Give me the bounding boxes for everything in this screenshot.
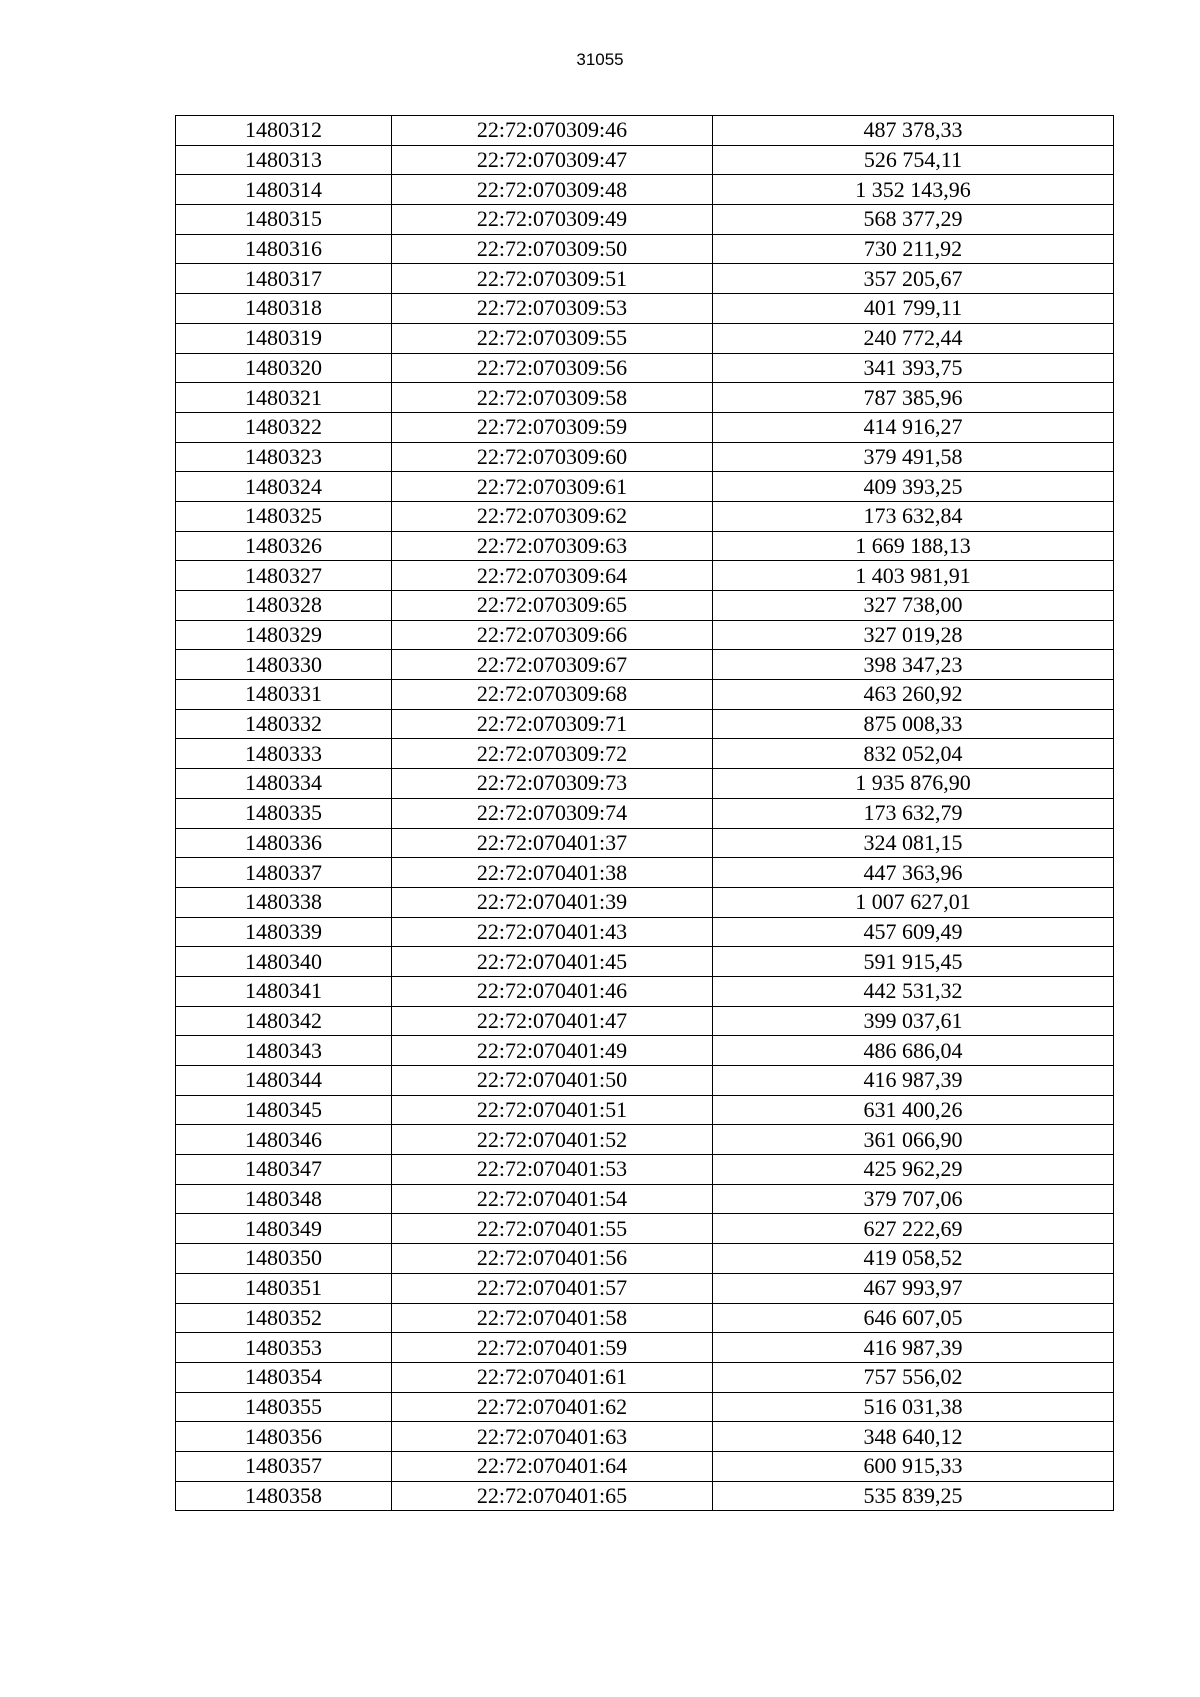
table-row: [176, 976, 1114, 1006]
value-cell: 327 738,00: [713, 591, 1114, 621]
cadastral-number-cell: 22:72:070401:52: [392, 1125, 713, 1155]
cadastral-number-cell: 22:72:070401:47: [392, 1006, 713, 1036]
table-row: [176, 798, 1114, 828]
table-row: [176, 1006, 1114, 1036]
table-row: [176, 1155, 1114, 1185]
table-row: [176, 294, 1114, 324]
table-row: [176, 1333, 1114, 1363]
cadastral-number-cell: 22:72:070309:66: [392, 620, 713, 650]
value-cell: 631 400,26: [713, 1095, 1114, 1125]
value-cell: 442 531,32: [713, 976, 1114, 1006]
row-id-cell: 1480325: [176, 501, 392, 531]
table-row: [176, 1125, 1114, 1155]
value-cell: 463 260,92: [713, 680, 1114, 710]
table-row: [176, 323, 1114, 353]
table-row: [176, 947, 1114, 977]
table-row: [176, 1362, 1114, 1392]
value-cell: 447 363,96: [713, 858, 1114, 888]
row-id-cell: 1480348: [176, 1184, 392, 1214]
row-id-cell: 1480339: [176, 917, 392, 947]
cadastral-number-cell: 22:72:070401:63: [392, 1422, 713, 1452]
value-cell: 730 211,92: [713, 234, 1114, 264]
cadastral-number-cell: 22:72:070401:65: [392, 1481, 713, 1511]
row-id-cell: 1480333: [176, 739, 392, 769]
value-cell: 1 403 981,91: [713, 561, 1114, 591]
row-id-cell: 1480323: [176, 442, 392, 472]
row-id-cell: 1480355: [176, 1392, 392, 1422]
cadastral-number-cell: 22:72:070309:64: [392, 561, 713, 591]
row-id-cell: 1480352: [176, 1303, 392, 1333]
row-id-cell: 1480345: [176, 1095, 392, 1125]
value-cell: 591 915,45: [713, 947, 1114, 977]
value-cell: 646 607,05: [713, 1303, 1114, 1333]
table-row: [176, 1273, 1114, 1303]
table-row: [176, 887, 1114, 917]
cadastral-number-cell: 22:72:070401:64: [392, 1451, 713, 1481]
cadastral-number-cell: 22:72:070401:37: [392, 828, 713, 858]
value-cell: 627 222,69: [713, 1214, 1114, 1244]
table-row: [176, 116, 1114, 146]
value-cell: 341 393,75: [713, 353, 1114, 383]
table-row: [176, 709, 1114, 739]
cadastral-number-cell: 22:72:070309:68: [392, 680, 713, 710]
row-id-cell: 1480326: [176, 531, 392, 561]
table-row: [176, 1422, 1114, 1452]
value-cell: 1 007 627,01: [713, 887, 1114, 917]
row-id-cell: 1480354: [176, 1362, 392, 1392]
cadastral-number-cell: 22:72:070309:58: [392, 383, 713, 413]
cadastral-number-cell: 22:72:070309:51: [392, 264, 713, 294]
table-row: [176, 205, 1114, 235]
cadastral-number-cell: 22:72:070309:60: [392, 442, 713, 472]
row-id-cell: 1480334: [176, 769, 392, 799]
value-cell: 600 915,33: [713, 1451, 1114, 1481]
value-cell: 457 609,49: [713, 917, 1114, 947]
value-cell: 787 385,96: [713, 383, 1114, 413]
cadastral-number-cell: 22:72:070309:56: [392, 353, 713, 383]
table-row: [176, 353, 1114, 383]
table-row: [176, 828, 1114, 858]
value-cell: 1 669 188,13: [713, 531, 1114, 561]
value-cell: 467 993,97: [713, 1273, 1114, 1303]
value-cell: 401 799,11: [713, 294, 1114, 324]
row-id-cell: 1480321: [176, 383, 392, 413]
row-id-cell: 1480353: [176, 1333, 392, 1363]
table-body: [176, 116, 1114, 1511]
row-id-cell: 1480350: [176, 1244, 392, 1274]
row-id-cell: 1480344: [176, 1066, 392, 1096]
row-id-cell: 1480318: [176, 294, 392, 324]
table-row: [176, 145, 1114, 175]
cadastral-number-cell: 22:72:070401:56: [392, 1244, 713, 1274]
value-cell: 526 754,11: [713, 145, 1114, 175]
table-row: [176, 412, 1114, 442]
cadastral-number-cell: 22:72:070401:39: [392, 887, 713, 917]
value-cell: 535 839,25: [713, 1481, 1114, 1511]
cadastral-number-cell: 22:72:070401:45: [392, 947, 713, 977]
value-cell: 416 987,39: [713, 1333, 1114, 1363]
table-row: [176, 739, 1114, 769]
value-cell: 757 556,02: [713, 1362, 1114, 1392]
table-row: [176, 650, 1114, 680]
table-row: [176, 1184, 1114, 1214]
cadastral-number-cell: 22:72:070401:54: [392, 1184, 713, 1214]
row-id-cell: 1480312: [176, 116, 392, 146]
value-cell: 1 935 876,90: [713, 769, 1114, 799]
cadastral-number-cell: 22:72:070309:49: [392, 205, 713, 235]
value-cell: 409 393,25: [713, 472, 1114, 502]
row-id-cell: 1480328: [176, 591, 392, 621]
value-cell: 324 081,15: [713, 828, 1114, 858]
value-cell: 516 031,38: [713, 1392, 1114, 1422]
table-row: [176, 1244, 1114, 1274]
table-row: [176, 442, 1114, 472]
cadastral-number-cell: 22:72:070309:65: [392, 591, 713, 621]
table-row: [176, 680, 1114, 710]
cadastral-number-cell: 22:72:070401:61: [392, 1362, 713, 1392]
cadastral-number-cell: 22:72:070401:53: [392, 1155, 713, 1185]
table-row: [176, 472, 1114, 502]
value-cell: 416 987,39: [713, 1066, 1114, 1096]
value-cell: 875 008,33: [713, 709, 1114, 739]
table-row: [176, 234, 1114, 264]
page-number: 31055: [576, 50, 624, 69]
row-id-cell: 1480343: [176, 1036, 392, 1066]
value-cell: 419 058,52: [713, 1244, 1114, 1274]
table-row: [176, 858, 1114, 888]
row-id-cell: 1480324: [176, 472, 392, 502]
cadastral-number-cell: 22:72:070401:58: [392, 1303, 713, 1333]
row-id-cell: 1480342: [176, 1006, 392, 1036]
row-id-cell: 1480327: [176, 561, 392, 591]
table-row: [176, 1303, 1114, 1333]
data-table: [175, 115, 1114, 1511]
value-cell: 173 632,84: [713, 501, 1114, 531]
cadastral-number-cell: 22:72:070309:48: [392, 175, 713, 205]
cadastral-number-cell: 22:72:070309:61: [392, 472, 713, 502]
value-cell: 379 491,58: [713, 442, 1114, 472]
value-cell: 327 019,28: [713, 620, 1114, 650]
table-row: [176, 531, 1114, 561]
row-id-cell: 1480332: [176, 709, 392, 739]
row-id-cell: 1480330: [176, 650, 392, 680]
row-id-cell: 1480336: [176, 828, 392, 858]
cadastral-number-cell: 22:72:070309:50: [392, 234, 713, 264]
value-cell: 398 347,23: [713, 650, 1114, 680]
cadastral-number-cell: 22:72:070401:57: [392, 1273, 713, 1303]
value-cell: 173 632,79: [713, 798, 1114, 828]
row-id-cell: 1480358: [176, 1481, 392, 1511]
row-id-cell: 1480351: [176, 1273, 392, 1303]
row-id-cell: 1480319: [176, 323, 392, 353]
row-id-cell: 1480335: [176, 798, 392, 828]
table-row: [176, 591, 1114, 621]
cadastral-number-cell: 22:72:070309:47: [392, 145, 713, 175]
value-cell: 414 916,27: [713, 412, 1114, 442]
cadastral-number-cell: 22:72:070401:38: [392, 858, 713, 888]
value-cell: 357 205,67: [713, 264, 1114, 294]
row-id-cell: 1480341: [176, 976, 392, 1006]
table-row: [176, 620, 1114, 650]
row-id-cell: 1480322: [176, 412, 392, 442]
table-row: [176, 501, 1114, 531]
table-row: [176, 1392, 1114, 1422]
row-id-cell: 1480347: [176, 1155, 392, 1185]
cadastral-number-cell: 22:72:070309:74: [392, 798, 713, 828]
table-row: [176, 917, 1114, 947]
table-row: [176, 1214, 1114, 1244]
value-cell: 240 772,44: [713, 323, 1114, 353]
row-id-cell: 1480316: [176, 234, 392, 264]
table-row: [176, 1451, 1114, 1481]
cadastral-number-cell: 22:72:070401:62: [392, 1392, 713, 1422]
cadastral-number-cell: 22:72:070401:46: [392, 976, 713, 1006]
value-cell: 399 037,61: [713, 1006, 1114, 1036]
cadastral-number-cell: 22:72:070309:67: [392, 650, 713, 680]
row-id-cell: 1480346: [176, 1125, 392, 1155]
cadastral-number-cell: 22:72:070309:59: [392, 412, 713, 442]
value-cell: 379 707,06: [713, 1184, 1114, 1214]
cadastral-number-cell: 22:72:070309:63: [392, 531, 713, 561]
row-id-cell: 1480349: [176, 1214, 392, 1244]
table-row: [176, 1066, 1114, 1096]
value-cell: 348 640,12: [713, 1422, 1114, 1452]
cadastral-number-cell: 22:72:070401:50: [392, 1066, 713, 1096]
table-row: [176, 175, 1114, 205]
row-id-cell: 1480338: [176, 887, 392, 917]
value-cell: 486 686,04: [713, 1036, 1114, 1066]
table-row: [176, 383, 1114, 413]
value-cell: 568 377,29: [713, 205, 1114, 235]
cadastral-number-cell: 22:72:070309:53: [392, 294, 713, 324]
value-cell: 487 378,33: [713, 116, 1114, 146]
row-id-cell: 1480320: [176, 353, 392, 383]
row-id-cell: 1480357: [176, 1451, 392, 1481]
row-id-cell: 1480331: [176, 680, 392, 710]
row-id-cell: 1480315: [176, 205, 392, 235]
row-id-cell: 1480337: [176, 858, 392, 888]
table-row: [176, 561, 1114, 591]
value-cell: 361 066,90: [713, 1125, 1114, 1155]
row-id-cell: 1480317: [176, 264, 392, 294]
cadastral-number-cell: 22:72:070401:49: [392, 1036, 713, 1066]
cadastral-number-cell: 22:72:070401:55: [392, 1214, 713, 1244]
cadastral-number-cell: 22:72:070401:59: [392, 1333, 713, 1363]
cadastral-number-cell: 22:72:070309:62: [392, 501, 713, 531]
value-cell: 1 352 143,96: [713, 175, 1114, 205]
cadastral-number-cell: 22:72:070401:43: [392, 917, 713, 947]
cadastral-number-cell: 22:72:070309:73: [392, 769, 713, 799]
table-row: [176, 1036, 1114, 1066]
row-id-cell: 1480356: [176, 1422, 392, 1452]
row-id-cell: 1480340: [176, 947, 392, 977]
cadastral-number-cell: 22:72:070309:46: [392, 116, 713, 146]
cadastral-number-cell: 22:72:070309:55: [392, 323, 713, 353]
table-row: [176, 769, 1114, 799]
table-row: [176, 1481, 1114, 1511]
cadastral-number-cell: 22:72:070401:51: [392, 1095, 713, 1125]
row-id-cell: 1480314: [176, 175, 392, 205]
value-cell: 425 962,29: [713, 1155, 1114, 1185]
table-row: [176, 1095, 1114, 1125]
row-id-cell: 1480329: [176, 620, 392, 650]
cadastral-number-cell: 22:72:070309:72: [392, 739, 713, 769]
cadastral-number-cell: 22:72:070309:71: [392, 709, 713, 739]
table-row: [176, 264, 1114, 294]
value-cell: 832 052,04: [713, 739, 1114, 769]
row-id-cell: 1480313: [176, 145, 392, 175]
